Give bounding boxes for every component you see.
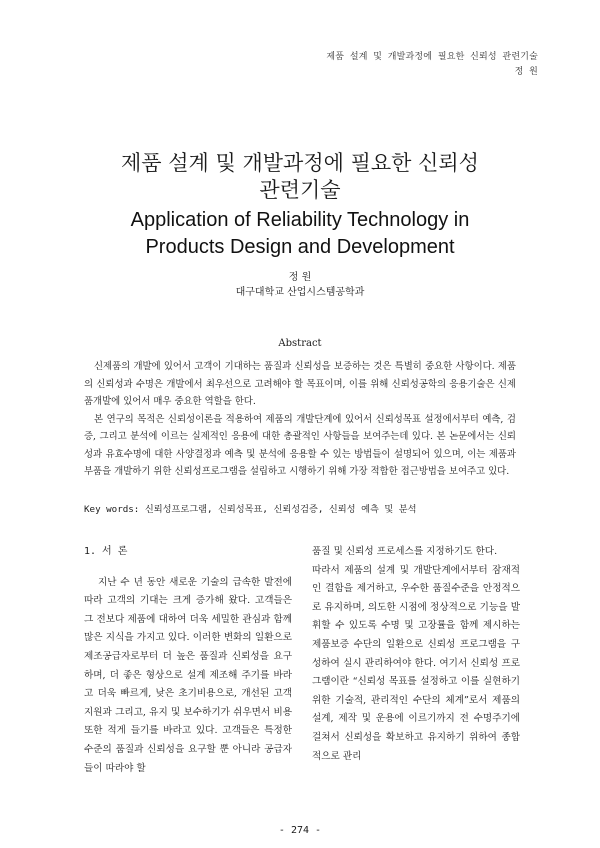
body-right-column — [312, 543, 520, 766]
abstract-paragraph-1: 신제품의 개발에 있어서 고객이 기대하는 품질과 신뢰성을 보증하는 것은 특별히 중요한 사항이다. 제품의 신뢰성과 수명은 개발에서 최우선으로 고려해야 할 목표이며, 이를 위해 신뢰성공학의 응용기술은 신제품개발에 있어서 매우 중요한 역할을 한다. — [84, 361, 516, 407]
abstract-body — [84, 358, 516, 481]
intro-paragraph-1: 지난 수 년 동안 새로운 기술의 급속한 발전에 따라 고객의 기대는 크게 증가해 왔다. 고객들은 그 전보다 제품에 대하여 더욱 세밀한 관심과 함께 많은 지식을 가지고 있다. 이러한 변화의 일환으로 제조공급자로부터 더 높은 품질과 신뢰성을 요구하며, 더 좋은 형상으로 설계 제조해 주기를 바라고 더욱 빠르게, 낮은 초기비용으로, 개선된 고객지원과 그리고, 유지 및 보수하기가 쉬우면서 비용 또한 적게 들기를 바라고 있다. 고객들은 특정한 수준의 품질과 신뢰성을 요구할 뿐 아니라 공급자들이 따라야 할 — [84, 576, 292, 774]
page-number: - 274 - — [278, 825, 322, 836]
author-name: 정 원 — [288, 272, 312, 283]
running-author: 정 원 — [514, 67, 538, 77]
korean-title-line-2: 관련기술 — [259, 178, 341, 202]
author-block — [0, 270, 600, 300]
english-title-line-2: Products Design and Development — [145, 236, 455, 258]
english-title-line-1: Application of Reliability Technology in — [130, 209, 470, 231]
intro-paragraph-1-continued: 품질 및 신뢰성 프로세스를 지정하기도 한다. — [312, 546, 498, 557]
running-header — [326, 50, 538, 80]
author-affiliation: 대구대학교 산업시스템공학과 — [235, 287, 365, 298]
intro-paragraph-2: 따라서 제품의 설계 및 개발단계에서부터 잠재적인 결함을 제거하고, 우수한 품질수준을 안정적으로 유지하며, 의도한 시점에 정상적으로 기능을 발휘할 수 있도록 수명 및 고장률을 함께 제시하는 제품보증 수단의 일환으로 신뢰성 프로그램을 구성하여 실시 관리하여야 한다. 여기서 신뢰성 프로그램이란 “신뢰성 목표를 설정하고 이를 실현하기 위한 기술적, 관리적인 수단의 체계”로서 제품의 설계, 제작 및 운용에 이르기까지 전 수명주기에 걸쳐서 신뢰성을 확보하고 유지하기 위하여 종합적으로 관리 — [312, 564, 520, 762]
running-title: 제품 설계 및 개발과정에 필요한 신뢰성 관련기술 — [326, 52, 538, 62]
abstract-paragraph-2: 본 연구의 목적은 신뢰성이론을 적용하여 제품의 개발단계에 있어서 신뢰성목표 설정에서부터 예측, 검증, 그리고 분석에 이르는 실제적인 응용에 대한 총괄적인 사항들을 보여주는데 있다. 본 논문에서는 신뢰성과 유효수명에 대한 사양결정과 예측 및 분석에 응용할 수 있는 방법들이 설명되어 있으며, 이는 제품과 부품을 개발하기 위한 신뢰성프로그램을 설립하고 시행하기 위해 가장 적합한 접근방법을 보여주고 있다. — [84, 413, 516, 477]
korean-title — [0, 150, 600, 204]
english-title — [0, 207, 600, 261]
korean-title-line-1: 제품 설계 및 개발과정에 필요한 신뢰성 — [121, 151, 479, 175]
section-heading: 1. 서 론 — [84, 546, 128, 557]
keywords: Key words: 신뢰성프로그램, 신뢰성목표, 신뢰성검증, 신뢰성 예측 및 분석 — [84, 504, 417, 515]
body-left-column — [84, 543, 292, 778]
abstract-heading: Abstract — [278, 338, 322, 349]
